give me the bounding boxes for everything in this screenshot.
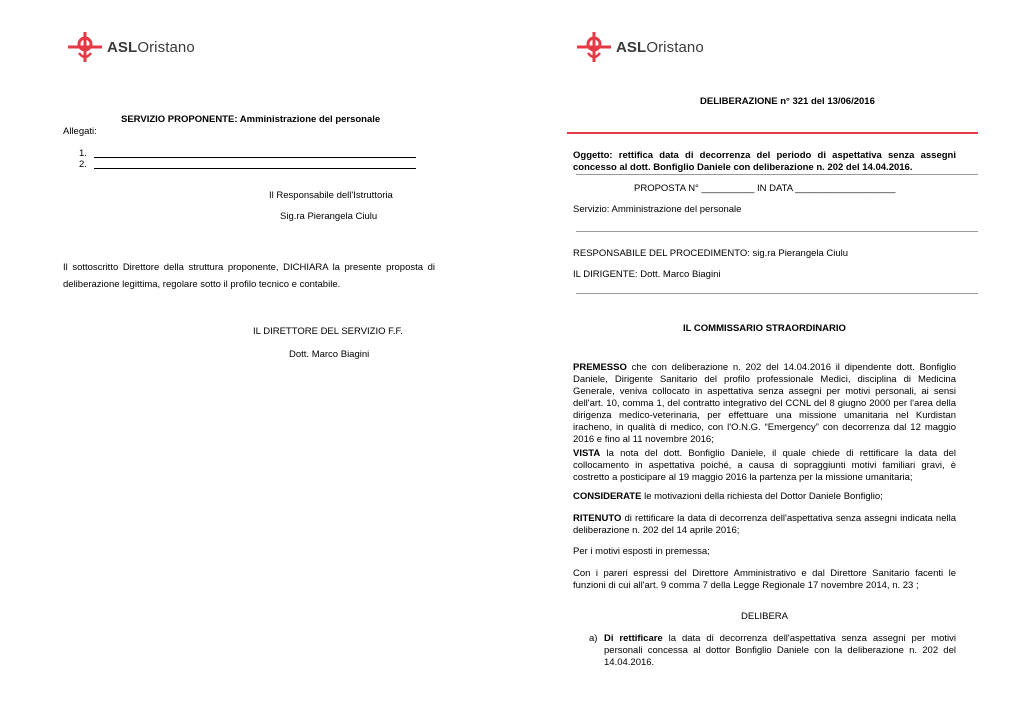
ritenuto-paragraph: RITENUTO di rettificare la data di decorrenza dell'aspettativa senza assegni indicata nella deliberazione n. 202 del 14 aprile 2016; — [573, 513, 956, 536]
red-divider — [567, 132, 978, 134]
responsabile-procedimento: RESPONSABILE DEL PROCEDIMENTO: sig.ra Pierangela Ciulu — [573, 248, 849, 259]
servizio-text: Servizio: Amministrazione del personale — [573, 204, 742, 215]
oggetto-text: Oggetto: rettifica data di decorrenza del periodo di aspettativa senza assegni concesso al dott. Bonfiglio Daniele con deliberazione n. 202 del 14.04.2016. — [573, 150, 956, 173]
servizio-divider — [576, 231, 978, 232]
servizio-proponente: SERVIZIO PROPONENTE: Amministrazione del personale — [121, 114, 381, 125]
asl-logo-right — [576, 31, 704, 63]
asl-cross-icon — [576, 31, 612, 63]
asl-cross-icon — [67, 31, 103, 63]
logo-text: ASLOristano — [616, 38, 704, 56]
considerate-paragraph: CONSIDERATE le motivazioni della richiesta del Dottor Daniele Bonfiglio; — [573, 491, 883, 502]
dichiara-text: Il sottoscritto Direttore della struttura proponente, DICHIARA la presente proposta di deliberazione legittima, regolare sotto il profilo tecnico e contabile. — [63, 262, 435, 290]
direttore-title: IL DIRETTORE DEL SERVIZIO F.F. — [253, 326, 403, 337]
allegato-1-number: 1. — [79, 148, 87, 159]
per-paragraph: Per i motivi esposti in premessa; — [573, 546, 710, 557]
commissario-heading: IL COMMISSARIO STRAORDINARIO — [683, 323, 846, 334]
item-a-label: a) — [589, 633, 598, 644]
deliberazione-number: DELIBERAZIONE n° 321 del 13/06/2016 — [700, 96, 875, 107]
responsabile-istruttoria-name: Sig.ra Pierangela Ciulu — [280, 211, 378, 222]
logo-text: ASLOristano — [107, 38, 195, 56]
premesso-keyword: PREMESSO — [573, 362, 627, 373]
vista-keyword: VISTA — [573, 448, 601, 459]
dirigente-divider — [576, 293, 978, 294]
allegato-2-number: 2. — [79, 159, 87, 170]
proposta-line: PROPOSTA N° __________ IN DATA ___________________ — [634, 183, 896, 194]
dirigente-text: IL DIRIGENTE: Dott. Marco Biagini — [573, 269, 721, 280]
vista-paragraph: VISTA la nota del dott. Bonfiglio Daniele, il quale chiede di rettificare la data del collocamento in aspettativa poiché, a causa di sopraggiunti motivi familiari gravi, è costretto a posticipare al 19 maggio 2016 la partenza per la missione umanitaria; — [573, 448, 956, 483]
oggetto-divider — [576, 174, 978, 175]
premesso-paragraph: PREMESSO che con deliberazione n. 202 del 14.04.2016 il dipendente dott. Bonfiglio Daniele, Dirigente Sanitario del profilo professionale Medici, disciplina di Medicina Generale, veniva collocato in aspettativa senza assegni per motivi personali, ai sensi dell'art. 10, comma 1, del contratto integrativo del CCNL del 8 giugno 2000 per l'area della dirigenza medico-veterinaria, per effettuare una missione umanitaria nel Kurdistan iracheno, in qualità di medico, con l'O.N.G. “Emergency” con decorrenza dal 12 maggio 2016 e fino al 11 novembre 2016; — [573, 362, 956, 445]
ritenuto-keyword: RITENUTO — [573, 513, 622, 524]
delibera-heading: DELIBERA — [741, 611, 788, 622]
item-a-keyword: Di rettificare — [604, 633, 663, 644]
asl-logo-left — [67, 31, 195, 63]
allegato-2-line — [94, 168, 416, 169]
responsabile-istruttoria-title: Il Responsabile dell'Istruttoria — [269, 190, 393, 201]
direttore-name: Dott. Marco Biagini — [289, 349, 370, 360]
allegato-1-line — [94, 157, 416, 158]
con-paragraph: Con i pareri espressi del Direttore Amministrativo e dal Direttore Sanitario facenti le funzioni di cui all'art. 9 comma 7 della Legge Regionale 17 novembre 2014, n. 23 ; — [573, 568, 956, 591]
item-a-paragraph: Di rettificare la data di decorrenza dell'aspettativa senza assegni per motivi personali concessa al dottor Bonfiglio Daniele con la deliberazione n. 202 del 14.04.2016. — [604, 633, 956, 668]
considerate-keyword: CONSIDERATE — [573, 491, 642, 502]
allegati-label: Allegati: — [63, 126, 97, 137]
